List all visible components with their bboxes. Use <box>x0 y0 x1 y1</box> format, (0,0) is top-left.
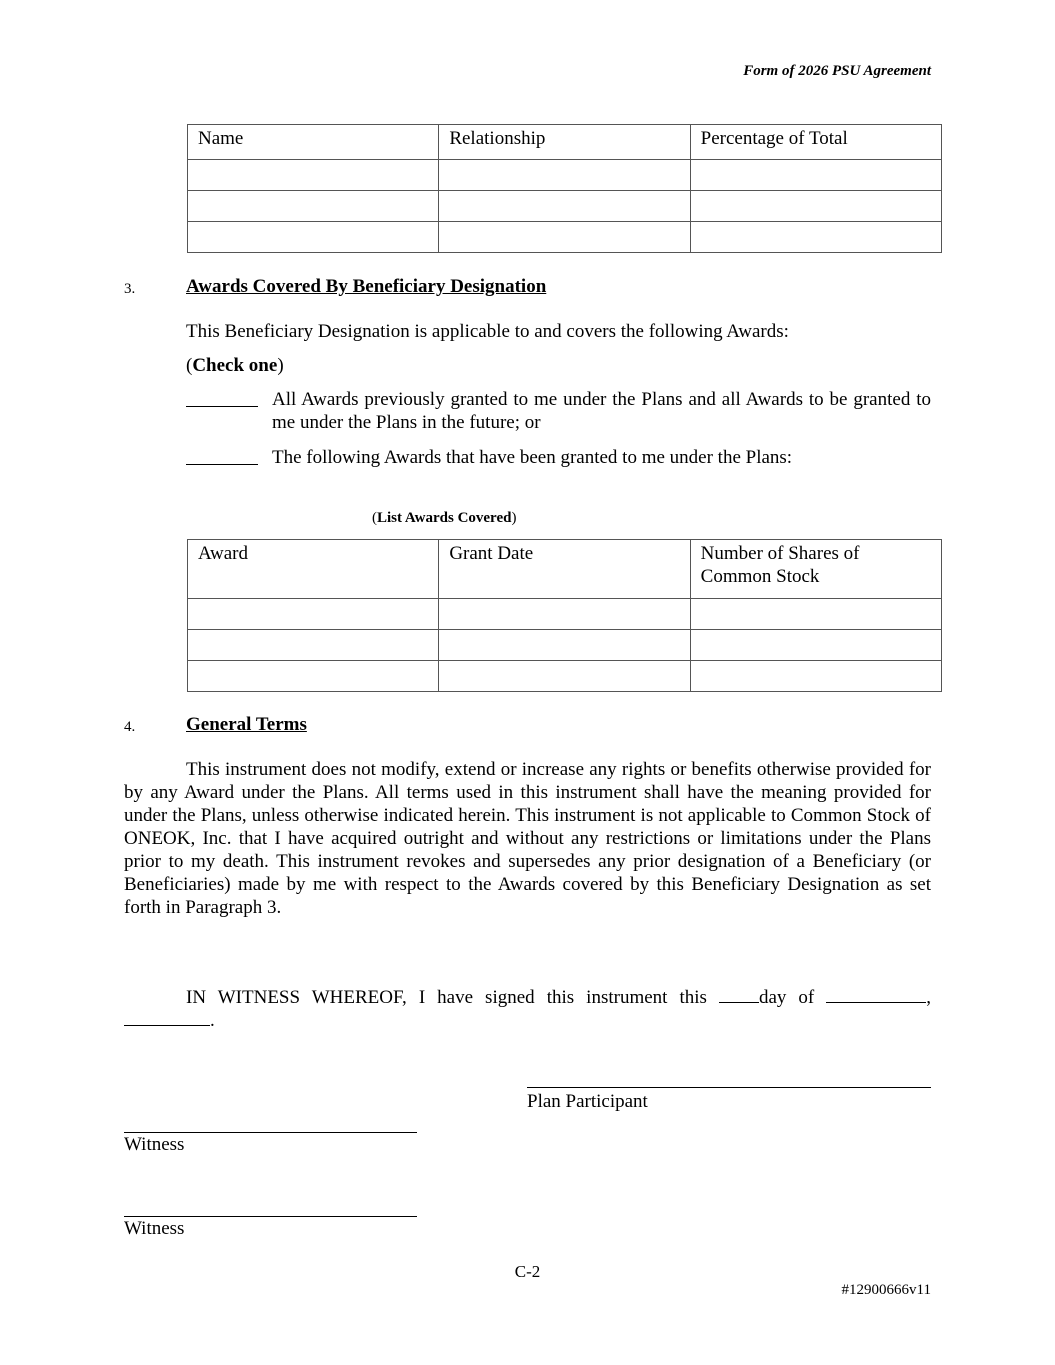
list-caption-label: List Awards Covered <box>377 510 512 526</box>
table-cell[interactable] <box>439 661 690 692</box>
section-4-body: This instrument does not modify, extend or increase any rights or benefits otherwise provided for by any Award under the Plans. All terms used in this instrument shall have the meaning provided for under the Plans, unless otherwise indicated herein. This instrument is not applicable to Common Stock of ONEOK, Inc. that I have acquired outright and without any restrictions or limitations under the Plans prior to my death. This instrument revokes and supersedes any prior designation of a Beneficiary (or Beneficiaries) made by me with respect to the Awards covered by this Beneficiary Designation as set forth in Paragraph 3. <box>124 759 931 918</box>
year-blank[interactable] <box>124 1025 210 1026</box>
section-3-number: 3. <box>124 281 136 297</box>
table-row <box>188 160 942 191</box>
option-all-awards-text: All Awards previously granted to me under the Plans and all Awards to be granted to me under the Plans in the future; or <box>272 389 931 433</box>
table-row <box>188 630 942 661</box>
header-cell-relationship: Relationship <box>439 125 690 160</box>
header-cell-percentage: Percentage of Total <box>690 125 941 160</box>
header-cell-name: Name <box>188 125 439 160</box>
table-cell[interactable] <box>188 191 439 222</box>
table-cell[interactable] <box>690 630 941 661</box>
table-cell[interactable] <box>439 599 690 630</box>
witness-clause-text: IN WITNESS WHEREOF, I have signed this instrument this <box>186 987 707 1008</box>
table-cell[interactable] <box>690 160 941 191</box>
list-awards-covered-caption <box>372 510 516 527</box>
list-caption-close: ) <box>511 510 517 526</box>
day-blank[interactable] <box>719 1002 759 1003</box>
table-cell[interactable] <box>188 599 439 630</box>
table-cell[interactable] <box>439 630 690 661</box>
checkbox-blank-following-awards[interactable] <box>186 464 258 465</box>
table-cell[interactable] <box>188 661 439 692</box>
section-3-intro: This Beneficiary Designation is applicable to and covers the following Awards: <box>186 321 789 342</box>
table-row <box>188 599 942 630</box>
check-one-instruction <box>186 354 284 377</box>
form-header-note: Form of 2026 PSU Agreement <box>743 63 931 79</box>
table-cell[interactable] <box>439 191 690 222</box>
table-cell[interactable] <box>690 661 941 692</box>
table-row <box>188 222 942 253</box>
witness-1-signature-line[interactable] <box>124 1132 417 1133</box>
witness-1-label: Witness <box>124 1134 185 1155</box>
month-blank[interactable] <box>826 1002 926 1003</box>
page-number: C-2 <box>514 1262 541 1281</box>
option-following-awards-text: The following Awards that have been granted to me under the Plans: <box>272 447 793 468</box>
table-cell[interactable] <box>439 160 690 191</box>
witness-clause: IN WITNESS WHEREOF, I have signed this instrument this day of , . <box>124 986 931 1032</box>
header-cell-number-of-shares: Number of Shares of Common Stock <box>690 540 941 599</box>
table-cell[interactable] <box>690 191 941 222</box>
table-cell[interactable] <box>188 160 439 191</box>
section-3-title: Awards Covered By Beneficiary Designation <box>186 276 547 297</box>
table-row <box>188 661 942 692</box>
awards-table <box>187 539 942 692</box>
table-cell[interactable] <box>690 599 941 630</box>
table-header-row <box>188 540 942 599</box>
section-4-number: 4. <box>124 719 136 735</box>
option-following-awards <box>186 446 931 469</box>
table-header-row <box>188 125 942 160</box>
witness-clause-comma: , <box>926 987 932 1008</box>
document-id: #12900666v11 <box>841 1282 931 1298</box>
witness-clause-day-of: day of <box>758 987 815 1008</box>
section-4-title: General Terms <box>186 714 307 735</box>
header-cell-grant-date: Grant Date <box>439 540 690 599</box>
checkbox-blank-all-awards[interactable] <box>186 406 258 407</box>
option-all-awards <box>186 388 931 434</box>
table-cell[interactable] <box>188 222 439 253</box>
table-cell[interactable] <box>188 630 439 661</box>
participant-label: Plan Participant <box>527 1091 648 1112</box>
table-row <box>188 191 942 222</box>
check-one-close: ) <box>277 355 284 376</box>
witness-2-label: Witness <box>124 1218 185 1239</box>
check-one-open: ( <box>186 355 193 376</box>
beneficiary-table <box>187 124 942 253</box>
list-caption-open: ( <box>372 510 377 526</box>
table-cell[interactable] <box>690 222 941 253</box>
table-cell[interactable] <box>439 222 690 253</box>
header-cell-award: Award <box>188 540 439 599</box>
participant-signature-line[interactable] <box>527 1087 931 1088</box>
check-one-label: Check one <box>192 355 278 376</box>
witness-2-signature-line[interactable] <box>124 1216 417 1217</box>
